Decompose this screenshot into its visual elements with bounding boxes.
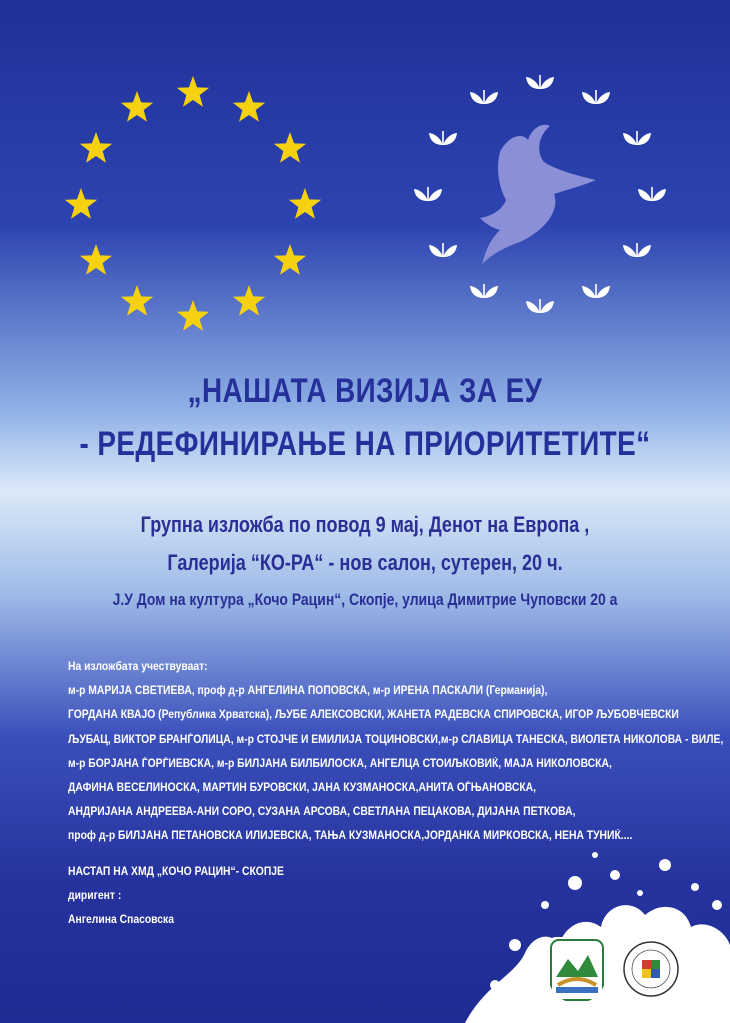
leaf-icon	[429, 131, 457, 145]
participants-line: ДАФИНА ВЕСЕЛИНОСКА, МАРТИН БУРОВСКИ, ЈАНА КУЗМАНОСКА,АНИТА ОЃЊАНОВСКА,	[68, 782, 537, 795]
participants-line: ГОРДАНА КВАЈО (Република Хрватска), ЉУБЕ АЛЕКСОВСКИ, ЖАНЕТА РАДЕВСКА СПИРОВСКА, ИГОР ЉУБОВЧЕВСКИ	[68, 709, 679, 722]
participants-list	[68, 655, 724, 849]
title-line-2: - РЕДЕФИНИРАЊЕ НА ПРИОРИТЕТИТЕ“	[79, 425, 651, 463]
star-icon	[121, 91, 153, 122]
subtitle-line-2: Галерија “КО-РА“ - нов салон, сутерен, 20 ч.	[167, 550, 563, 575]
participants-line: м-р БОРЈАНА ЃОРЃИЕВСКА, м-р БИЛЈАНА БИЛБИЛОСКА, АНГЕЛЦА СТОИЉКОВИЌ, МАЈА НИКОЛОВСКА,	[68, 757, 612, 770]
star-icon	[65, 188, 97, 219]
leaf-icon	[623, 131, 651, 145]
eu-stars-circle	[58, 70, 328, 340]
leaf-icon	[638, 187, 666, 201]
performance-line: НАСТАП НА ХМД „КОЧО РАЦИН“- СКОПЈЕ	[68, 866, 284, 878]
star-icon	[177, 300, 209, 331]
subtitle-address: Ј.У Дом на култура „Кочо Рацин“, Скопје, улица Димитрие Чуповски 20 а	[112, 590, 618, 609]
conductor-label: диригент :	[68, 890, 122, 902]
title-line-1: „НАШАТА ВИЗИЈА ЗА ЕУ	[187, 372, 543, 410]
star-icon	[289, 188, 321, 219]
star-icon	[233, 285, 265, 316]
performance-info	[68, 860, 308, 932]
leaf-icon	[414, 187, 442, 201]
subtitle-line-1: Групна изложба по повод 9 мај, Денот на Европа ,	[140, 512, 590, 537]
leaf-icon	[526, 299, 554, 313]
culture-house-logo	[622, 940, 680, 998]
leaf-icon	[623, 243, 651, 257]
leaf-icon	[470, 90, 498, 104]
participants-line: проф д-р БИЛЈАНА ПЕТАНОВСКА ИЛИЈЕВСКА, ТАЊА КУЗМАНОСКА,ЈОРДАНКА МИРКОВСКА, НЕНА ТУНИЌ....	[68, 830, 633, 843]
star-icon	[177, 76, 209, 107]
participants-line: АНДРИЈАНА АНДРЕЕВА-АНИ СОРО, СУЗАНА АРСОВА, СВЕТЛАНА ПЕЦАКОВА, ДИЈАНА ПЕТКОВА,	[68, 806, 576, 819]
star-icon	[121, 285, 153, 316]
dove-icon	[480, 125, 596, 264]
peace-leaves-circle	[410, 60, 670, 330]
leaf-icon	[526, 75, 554, 89]
star-icon	[274, 132, 306, 163]
participants-line: ЉУБАЦ, ВИКТОР БРАНЃОЛИЦА, м-р СТОЈЧЕ И ЕМИЛИЈА ТОЦИНОВСКИ,м-р СЛАВИЦА ТАНЕСКА, ВИОЛЕТА НИКОЛОВА - ВИЛЕ,	[68, 733, 724, 746]
participants-heading: На изложбата учествуваат:	[68, 661, 208, 673]
leaf-icon	[582, 90, 610, 104]
leaf-icon	[582, 284, 610, 298]
participants-line: м-р МАРИЈА СВЕТИЕВА, проф д-р АНГЕЛИНА ПОПОВСКА, м-р ИРЕНА ПАСКАЛИ (Германија),	[68, 685, 548, 698]
choir-logo	[548, 937, 606, 1003]
star-icon	[233, 91, 265, 122]
leaf-icon	[429, 243, 457, 257]
star-icon	[80, 132, 112, 163]
star-icon	[80, 244, 112, 275]
star-icon	[274, 244, 306, 275]
leaf-icon	[470, 284, 498, 298]
conductor-name: Ангелина Спасовска	[68, 914, 174, 926]
